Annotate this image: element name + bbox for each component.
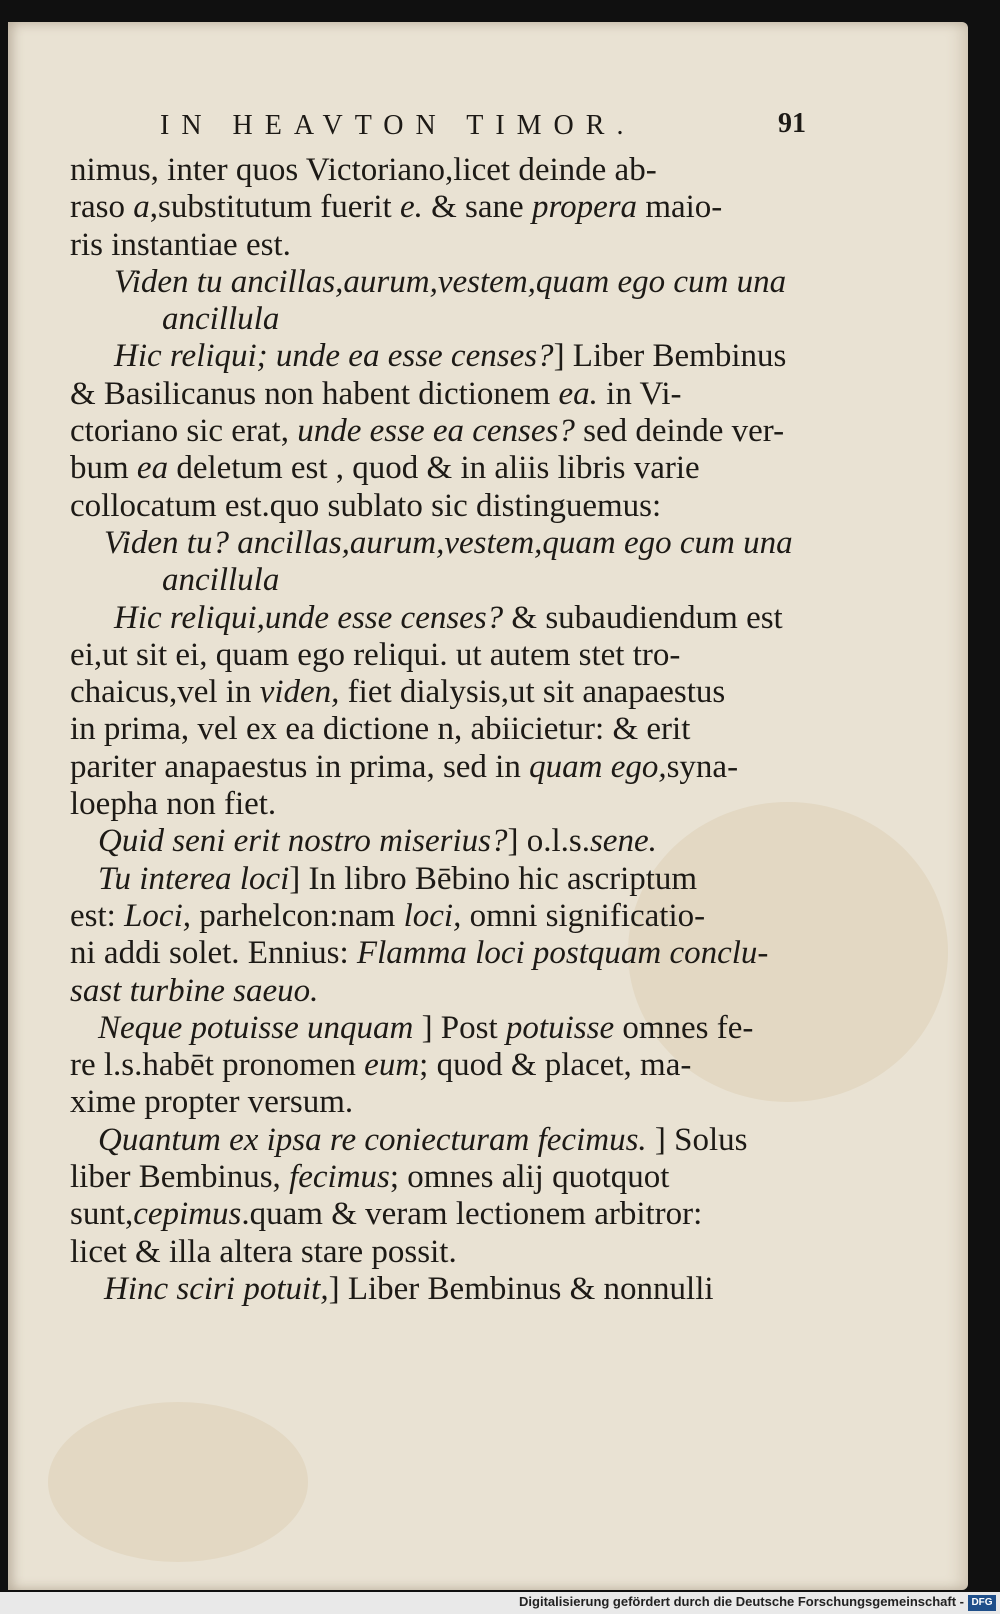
- italic-segment: ea: [136, 450, 169, 487]
- text-segment: & sane: [422, 189, 532, 226]
- text-line: [70, 1271, 800, 1308]
- italic-segment: Hic reliqui,unde esse censes?: [114, 599, 504, 636]
- text-segment: ; omnes alij quotquot: [389, 1159, 670, 1196]
- text-line: [70, 227, 800, 264]
- text-segment: ; quod & placet, ma-: [419, 1047, 692, 1084]
- text-segment: ] Post: [413, 1009, 506, 1046]
- text-segment: syna-: [666, 748, 739, 785]
- italic-segment: e.: [399, 189, 423, 226]
- text-segment: parhelcon:nam: [191, 897, 404, 934]
- italic-segment: loci,: [403, 897, 462, 934]
- text-segment: .quam & veram lectionem arbitror:: [241, 1196, 703, 1233]
- text-segment: xime propter versum.: [70, 1084, 354, 1121]
- text-segment: in prima, vel ex ea dictione n, abiicietur: & erit: [70, 711, 691, 748]
- italic-segment: cepimus: [133, 1196, 242, 1233]
- text-segment: re l.s.habēt pronomen: [70, 1047, 365, 1084]
- text-segment: raso: [70, 189, 134, 226]
- text-line: [70, 488, 800, 525]
- text-segment: & subaudiendum est: [503, 599, 783, 636]
- text-line: [70, 1084, 800, 1121]
- italic-segment: Quantum ex ipsa re coniecturam fecimus.: [98, 1121, 647, 1158]
- text-line: [70, 935, 800, 972]
- text-segment: ] Liber Bembinus & nonnulli: [328, 1270, 714, 1307]
- text-line: [70, 823, 800, 860]
- text-line: [70, 861, 800, 898]
- italic-segment: eum: [364, 1047, 420, 1084]
- text-segment: liber Bembinus,: [70, 1159, 290, 1196]
- text-segment: ris instantiae est.: [70, 226, 291, 263]
- text-line: [70, 450, 800, 487]
- verse-line: [70, 264, 800, 301]
- text-line: [70, 637, 800, 674]
- text-segment: & Basilicanus non habent dictionem: [70, 375, 559, 412]
- text-line: [70, 413, 800, 450]
- italic-segment: Loci,: [124, 897, 191, 934]
- text-segment: fiet dialysis,ut sit anapaestus: [339, 674, 726, 711]
- italic-segment: viden,: [259, 674, 340, 711]
- italic-segment: unde esse ea censes?: [297, 413, 575, 450]
- text-line: [70, 898, 800, 935]
- text-line: [70, 1010, 800, 1047]
- italic-segment: Hinc sciri potuit,: [104, 1270, 329, 1307]
- text-segment: ei,ut sit ei, quam ego reliqui. ut autem stet tro-: [70, 636, 681, 673]
- verse-line: [70, 301, 800, 338]
- verse-line: [70, 525, 800, 562]
- dfg-logo: DFG: [968, 1595, 996, 1611]
- italic-segment: sast turbine saeuo.: [70, 972, 319, 1009]
- text-line: [70, 338, 800, 375]
- text-line: [70, 1159, 800, 1196]
- text-segment: nimus, inter quos Victoriano,licet deinde ab-: [70, 152, 657, 188]
- text-segment: ,substitutum fuerit: [149, 189, 400, 226]
- italic-segment: Tu interea loci: [98, 860, 290, 897]
- italic-segment: quam ego,: [529, 748, 667, 785]
- text-line: [70, 189, 800, 226]
- text-line: [70, 376, 800, 413]
- italic-segment: potuisse: [505, 1009, 615, 1046]
- text-segment: loepha non fiet.: [70, 786, 277, 823]
- body-text: [70, 152, 800, 1308]
- funding-credit: Digitalisierung gefördert durch die Deutsche Forschungsgemeinschaft -: [519, 1594, 964, 1609]
- italic-segment: Neque potuisse unquam: [98, 1009, 414, 1046]
- page-number: 91: [778, 108, 806, 139]
- italic-segment: ancillula: [162, 301, 280, 338]
- running-title: IN HEAVTON TIMOR.: [160, 110, 636, 141]
- text-line: [70, 973, 800, 1010]
- paper-stain: [48, 1402, 308, 1562]
- italic-segment: a: [133, 189, 150, 226]
- text-segment: ctoriano sic erat,: [70, 413, 298, 450]
- text-segment: omni significatio-: [461, 897, 706, 934]
- italic-segment: Flamma loci postquam conclu-: [356, 935, 769, 972]
- page-header: [160, 104, 806, 148]
- text-line: [70, 786, 800, 823]
- text-line: [70, 1122, 800, 1159]
- italic-segment: Hic reliqui; unde ea esse censes?: [114, 338, 554, 375]
- text-segment: est:: [70, 897, 125, 934]
- text-line: [70, 1234, 800, 1271]
- text-segment: sunt,: [70, 1196, 134, 1233]
- text-segment: deletum est , quod & in aliis libris varie: [168, 450, 700, 487]
- italic-segment: ancillula: [162, 562, 280, 599]
- text-segment: in Vi-: [597, 375, 682, 412]
- italic-segment: sene.: [589, 823, 657, 860]
- text-segment: ] In libro Bēbino hic ascriptum: [289, 860, 698, 897]
- text-segment: maio-: [637, 189, 723, 226]
- text-segment: ] Solus: [646, 1121, 748, 1158]
- italic-segment: fecimus: [289, 1159, 390, 1196]
- text-line: [70, 1196, 800, 1233]
- text-line: [70, 152, 800, 189]
- italic-segment: Viden tu? ancillas,aurum,vestem,quam ego cum una: [104, 524, 793, 561]
- text-line: [70, 674, 800, 711]
- verse-line: [70, 562, 800, 599]
- text-line: [70, 600, 800, 637]
- text-segment: licet & illa altera stare possit.: [70, 1233, 457, 1270]
- italic-segment: propera: [531, 189, 638, 226]
- italic-segment: Viden tu ancillas,aurum,vestem,quam ego cum una: [114, 263, 787, 300]
- text-segment: bum: [70, 450, 137, 487]
- footer-bar: [0, 1592, 1000, 1614]
- text-line: [70, 1047, 800, 1084]
- text-segment: collocatum est.quo sublato sic distinguemus:: [70, 487, 662, 524]
- text-segment: ] o.l.s.: [507, 823, 590, 860]
- text-segment: omnes fe-: [614, 1009, 754, 1046]
- text-segment: ni addi solet. Ennius:: [70, 935, 357, 972]
- italic-segment: ea.: [558, 375, 598, 412]
- italic-segment: Quid seni erit nostro miserius?: [98, 823, 508, 860]
- text-segment: ] Liber Bembinus: [553, 338, 787, 375]
- text-segment: sed deinde ver-: [574, 413, 785, 450]
- text-segment: chaicus,vel in: [70, 674, 260, 711]
- text-line: [70, 749, 800, 786]
- text-segment: pariter anapaestus in prima, sed in: [70, 748, 530, 785]
- text-line: [70, 711, 800, 748]
